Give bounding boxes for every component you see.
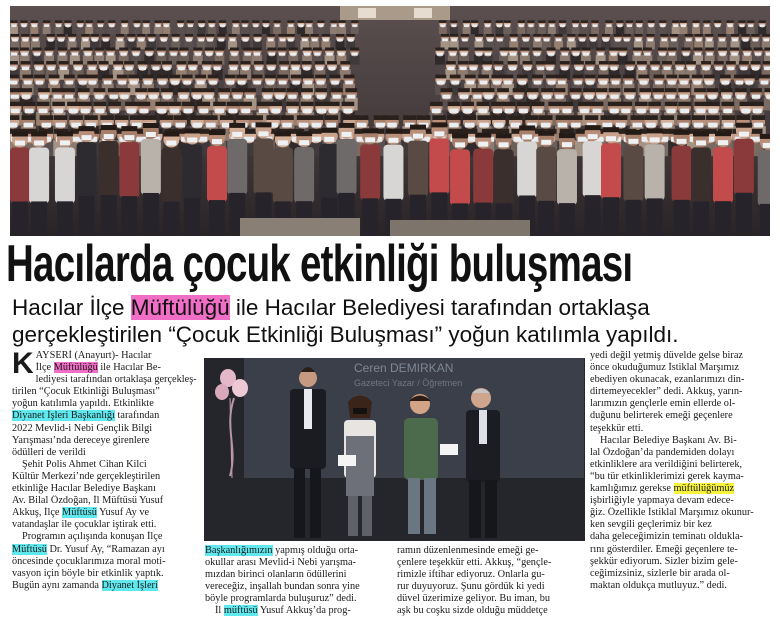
text-line: vereceğiz, inşallah bundan sonra yine: [205, 581, 360, 593]
text-line: ebediyen okunacak, ezanlarımızı din-: [590, 374, 745, 386]
subhead-text: Hacılar İlçe: [12, 295, 131, 320]
text-line: duğunu belirterek emeği geçenlere: [590, 410, 733, 422]
text-line: etkinliğe Hacılar Belediye Başkanı: [12, 483, 156, 495]
text-line: etkinliklere ara verildiğini belirterek,: [590, 458, 743, 470]
text-line: vatandaşlar ile çocuklar iştirak etti.: [12, 519, 157, 531]
text-line: mızdan birinci olanların ödüllerini: [205, 569, 347, 581]
text-line: yedi değil yetmiş düvelde gelse biraz: [590, 350, 743, 361]
article-column-3: [590, 350, 770, 592]
award-photo: [204, 358, 585, 541]
text-line: Diyanet İşleri Başkanlığı tarafından: [12, 410, 160, 422]
text-line: Yarışması’nda dereceye girenlere: [12, 434, 150, 446]
text-line: öncesinde çocuklarımıza moral moti-: [12, 555, 166, 567]
article-column-2b: [397, 545, 584, 618]
text-line: rimizle iftihar ediyoruz. Onlarla gu-: [397, 569, 545, 581]
text-line: önce okuduğumuz İstiklal Marşımız: [590, 362, 739, 374]
text-line: aşk bu coşku sizde olduğu müddetçe: [397, 605, 548, 617]
text-line: maktan oldukça mutluyuz.” dedi.: [590, 579, 727, 591]
balloon: [215, 384, 229, 400]
text-line: işbirliğiyle yapmaya devam edece-: [590, 495, 734, 507]
article-column-1: [12, 347, 200, 592]
text-line: yoğun katılımla yapıldı. Etkinlikte: [12, 398, 154, 410]
text-line: ceğimizsiniz, sizlerle bir arada ol-: [590, 567, 730, 579]
text-line: şekkür ediyorum. Sizler bizim gele-: [590, 555, 738, 567]
photo-sign-title: Gazeteci Yazar / Öğretmen: [354, 378, 463, 388]
text-line: “bu tür etkinliklerimizi gerek kayma-: [590, 470, 744, 482]
text-line: vasyon için böyle bir etkinlik yaptık.: [12, 567, 164, 579]
text-line: rur duyuyoruz. Şunu gördük ki yedi: [397, 581, 545, 593]
text-line: rını gösterdiler. Emeği geçenlere te-: [590, 543, 738, 555]
headline: Hacılarda çocuk etkinliği buluşması: [6, 235, 633, 293]
crowd-photo: [10, 6, 770, 236]
subhead-line-2: gerçekleştirilen “Çocuk Etkinliği Buluşması” yoğun katılımla yapıldı.: [12, 322, 679, 347]
text-line: lal Özdoğan’da pandemiden dolayı: [590, 446, 735, 458]
text-line: böyle programlarda buluşuruz” dedi.: [205, 593, 357, 605]
text-line: ödülleri de verildi: [12, 446, 86, 458]
text-line: larımızın gençlerle emin ellerde ol-: [590, 398, 736, 410]
text-line: lediyesi tarafından ortaklaşa gerçekleş-: [35, 374, 197, 386]
article-column-2a: [205, 545, 392, 618]
photo-sign-name: Ceren DEMIRKAN: [354, 361, 454, 375]
text-line: Bugün aynı zamanda Diyanet İşleri: [12, 579, 158, 591]
text-line: Müftüsü Dr. Yusuf Ay, “Ramazan ayı: [12, 543, 165, 555]
subhead-highlight: Müftülüğü: [130, 295, 230, 320]
subhead-line-1: [12, 295, 772, 321]
text-line: Programın açılışında konuşan İlçe: [22, 531, 163, 543]
text-line: Kültür Merkezi’nde gerçekleştirilen: [12, 470, 161, 482]
text-line: İlçe Müftülüğü ile Hacılar Be-: [35, 362, 161, 374]
text-line: daha geleceğimizin teminatı oldukla-: [590, 531, 743, 543]
text-line: ken sevgili geçlerimiz bir kez: [590, 519, 712, 531]
text-line: Başkanlığımızın yapmış olduğu orta-: [205, 545, 359, 556]
award-photo-illustration: [204, 358, 585, 541]
text-line: kamlığımız gerekse müftülüğümüz: [590, 483, 735, 495]
text-line: ğiz. Özellikle İstiklal Marşımız okunur-: [590, 507, 754, 519]
text-line: çenlere teşekkür etti. Akkuş, “gençle-: [397, 557, 552, 569]
text-line: düvel üzerimize geliyor. Bu iman, bu: [397, 593, 550, 605]
text-line: Av. Bilal Özdoğan, İl Müftüsü Yusuf: [12, 495, 164, 507]
text-line: okullar arası Mevlid-i Nebi yarışma-: [205, 557, 356, 569]
text-line: İl müftüsü Yusuf Akkuş’da prog-: [215, 605, 351, 617]
text-line: AYSERİ (Anayurt)- Hacılar: [35, 350, 152, 361]
text-line: ramın düzenlenmesinde emeği ge-: [397, 545, 539, 556]
balloon: [232, 379, 248, 397]
subhead-text: ile Hacılar Belediyesi tarafından ortaklaşa: [229, 295, 650, 320]
text-line: Akkuş, İlçe Müftüsü Yusuf Ay ve: [12, 507, 150, 519]
text-line: teşekkür etti.: [590, 422, 644, 434]
text-line: 2022 Mevlid-i Nebi Gençlik Bilgi: [12, 422, 153, 434]
text-line: Şehit Polis Ahmet Cihan Kilci: [22, 458, 147, 470]
text-line: tirilen “Çocuk Etkinliği Buluşması”: [12, 386, 160, 398]
dropcap: K: [12, 347, 34, 380]
text-line: Hacılar Belediye Başkanı Av. Bi-: [600, 434, 737, 446]
crowd-photo-illustration: [10, 6, 770, 236]
text-line: dirtemeyecekler” dedi. Akkuş, yarın-: [590, 386, 743, 398]
